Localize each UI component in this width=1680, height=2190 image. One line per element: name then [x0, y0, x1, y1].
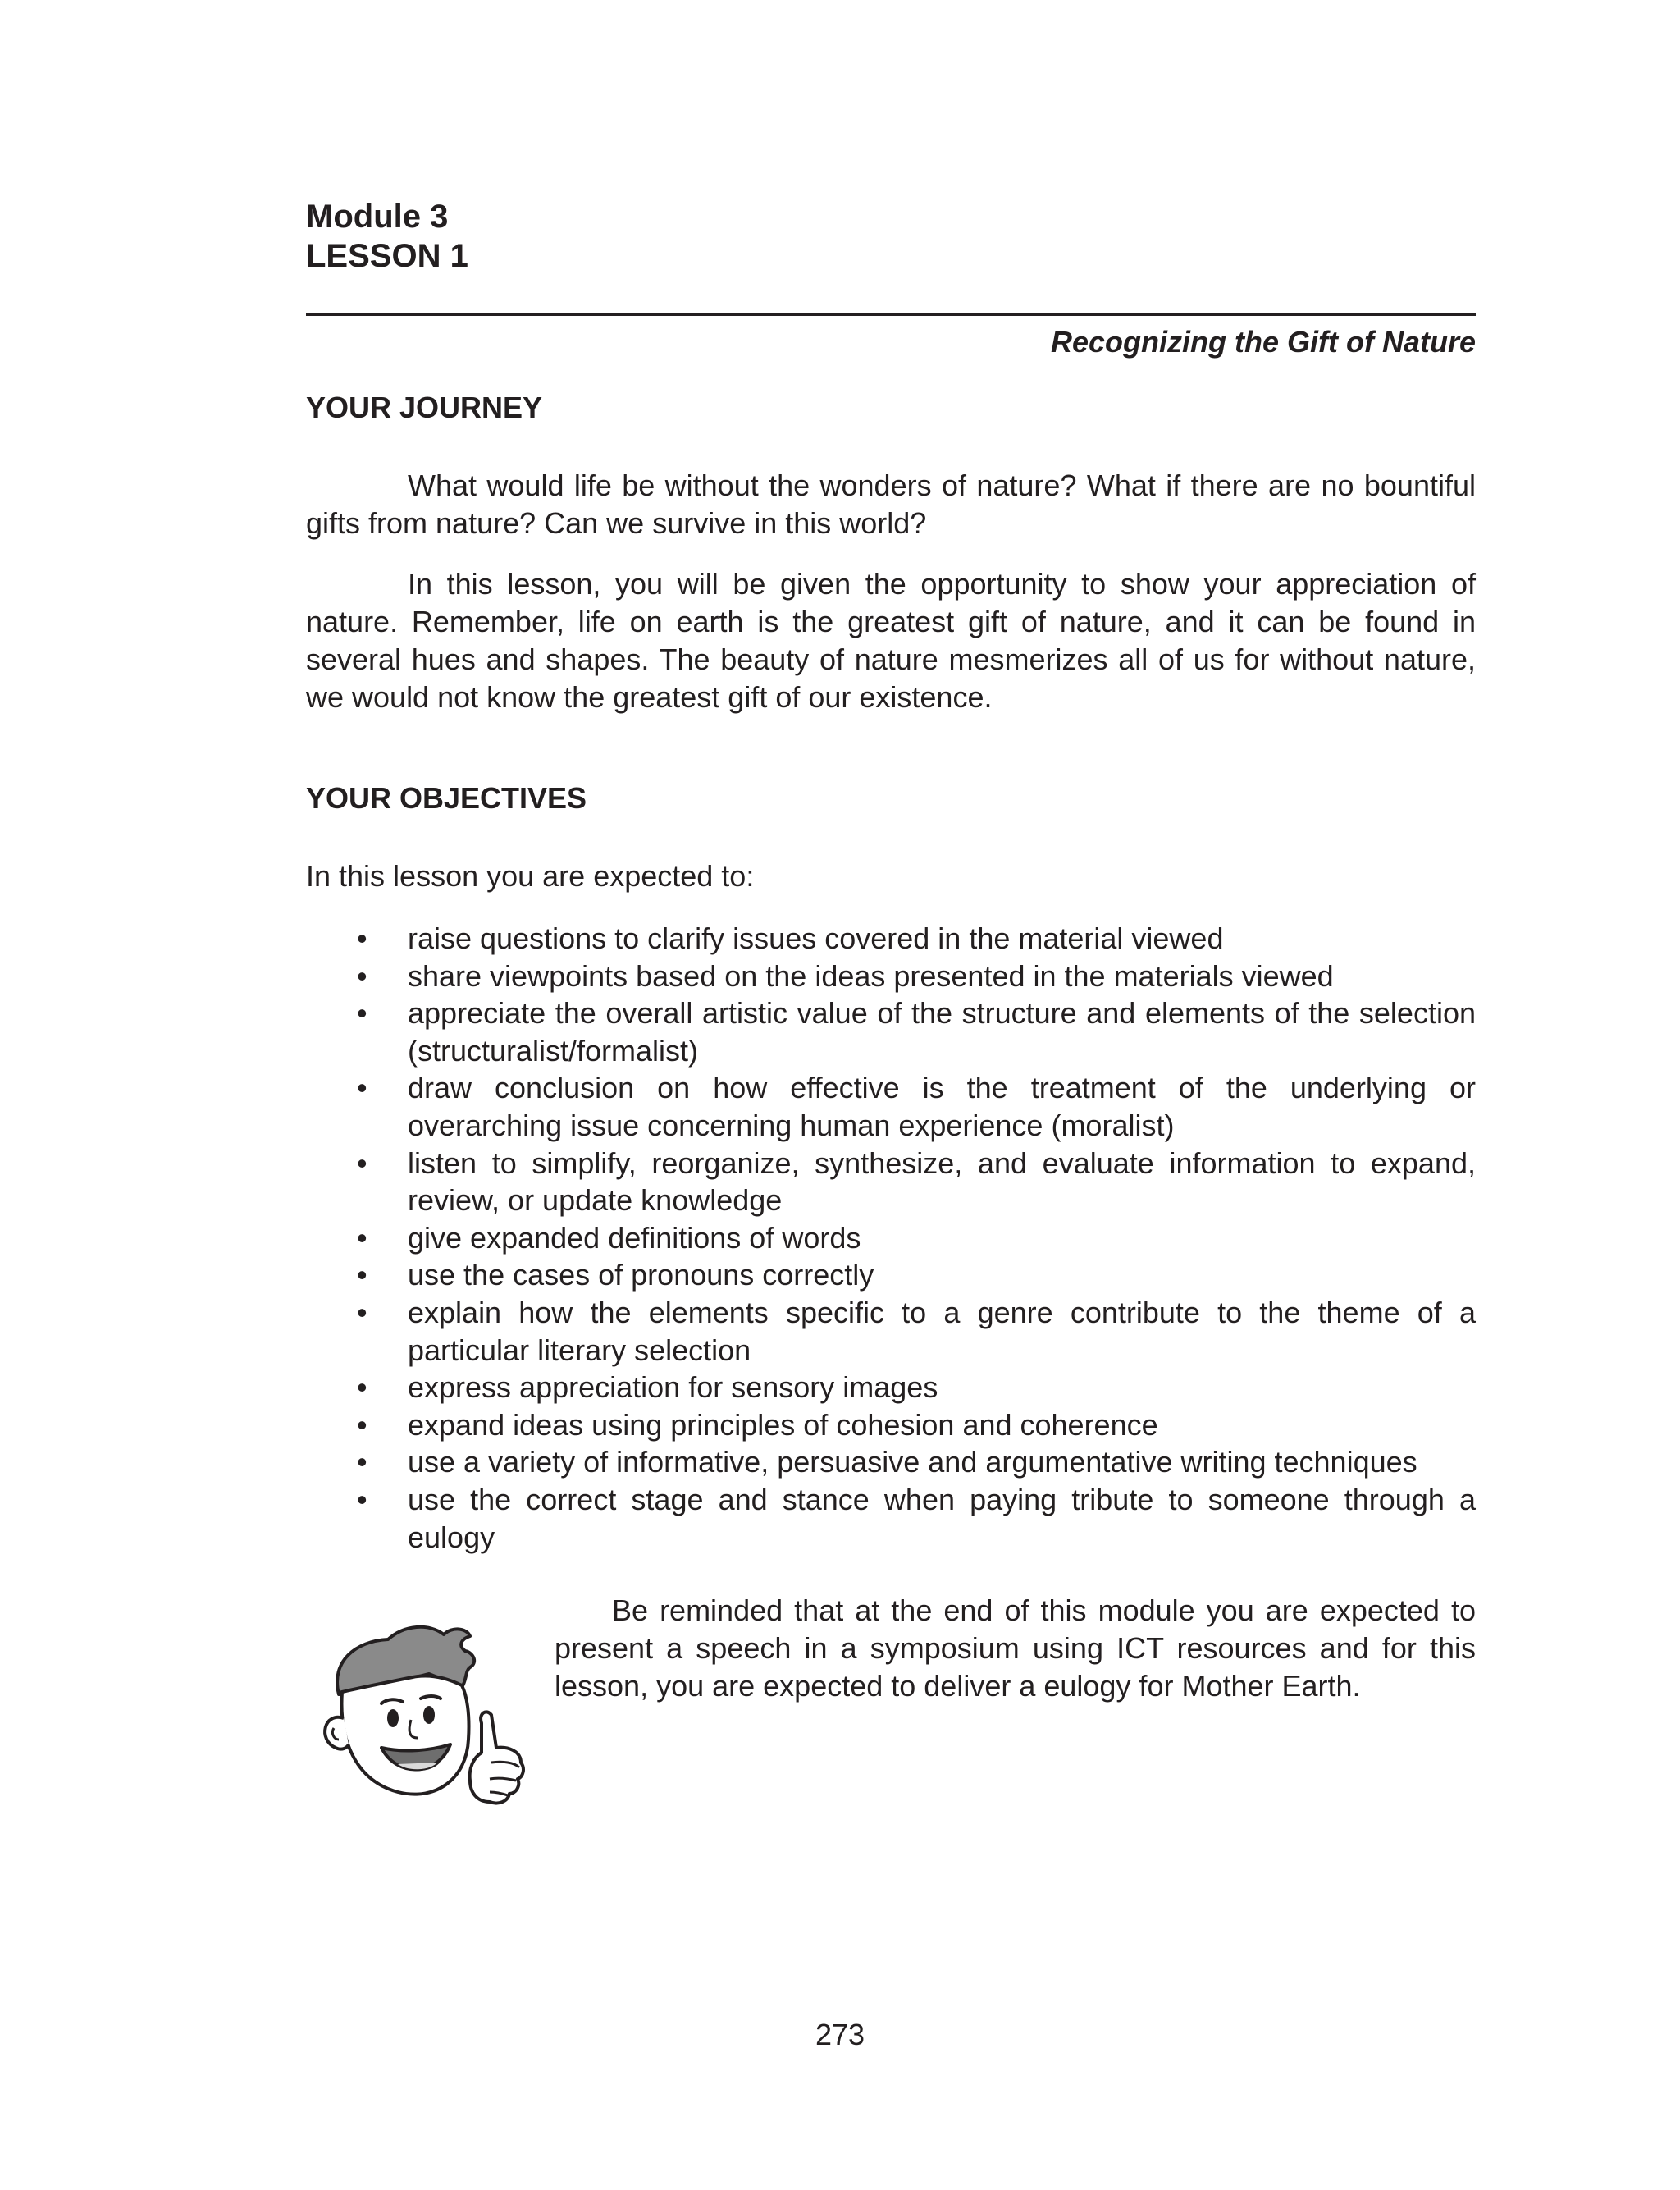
journey-paragraph-2: In this lesson, you will be given the opportunity to show your appreciation of nature. Remember, life on earth is the greatest gift of nature, and it can be found in several hues and shapes. The beauty of nature mesmerizes all of us for without nature, we would not know the greatest gift of our existence.: [306, 567, 1476, 714]
objectives-intro: In this lesson you are expected to:: [306, 859, 755, 893]
module-label: Module 3: [306, 199, 449, 235]
list-item: [306, 1145, 1476, 1219]
list-item: [306, 1443, 1476, 1481]
page-content: [306, 197, 1476, 1838]
bullet: •: [357, 1482, 368, 1516]
bullet: •: [357, 1071, 368, 1105]
objective-text: use the correct stage and stance when paying tribute to someone through a eulogy: [408, 1482, 1476, 1554]
journey-paragraph-1: What would life be without the wonders of nature? What if there are no bountiful gifts from nature? Can we survive in this world?: [306, 469, 1476, 540]
objective-text: draw conclusion on how effective is the treatment of the underlying or overarching issue concerning human experience (moralist): [408, 1071, 1476, 1142]
list-item: [306, 1294, 1476, 1369]
list-item: [306, 920, 1476, 958]
list-item: [306, 1219, 1476, 1257]
list-item: [306, 1256, 1476, 1294]
smiling-boy-thumbs-up-icon: [306, 1616, 527, 1813]
objectives-heading: YOUR OBJECTIVES: [306, 781, 587, 815]
objective-text: appreciate the overall artistic value of the structure and elements of the selection (structuralist/formalist): [408, 996, 1476, 1068]
objective-text: express appreciation for sensory images: [408, 1370, 938, 1405]
objective-text: use a variety of informative, persuasive and argumentative writing techniques: [408, 1445, 1418, 1479]
objective-text: explain how the elements specific to a genre contribute to the theme of a particular literary selection: [408, 1295, 1476, 1367]
bullet: •: [357, 1220, 368, 1255]
bullet: •: [357, 1258, 368, 1292]
page-number: 273: [815, 2018, 865, 2051]
lesson-label: LESSON 1: [306, 238, 468, 274]
bullet: •: [357, 1145, 368, 1180]
bullet: •: [357, 1295, 368, 1329]
list-item: [306, 1069, 1476, 1144]
list-item: [306, 1406, 1476, 1444]
objectives-list: [306, 920, 1476, 1556]
bullet: •: [357, 1407, 368, 1442]
objective-text: give expanded definitions of words: [408, 1220, 861, 1255]
bullet: •: [357, 1445, 368, 1479]
list-item: [306, 958, 1476, 995]
objective-text: share viewpoints based on the ideas presented in the materials viewed: [408, 958, 1334, 993]
bullet: •: [357, 958, 368, 993]
reminder-paragraph: Be reminded that at the end of this module you are expected to present a speech in a symposium using ICT resources and for this lesson, you are expected to deliver a eulogy for Mother Earth.: [555, 1593, 1476, 1703]
title-rule: [306, 313, 1476, 316]
bullet: •: [357, 921, 368, 955]
list-item: [306, 1369, 1476, 1406]
objective-text: listen to simplify, reorganize, synthesize, and evaluate information to expand, review, or update knowledge: [408, 1145, 1476, 1218]
objective-text: use the cases of pronouns correctly: [408, 1258, 874, 1292]
reminder-block: [306, 1592, 1476, 1838]
objective-text: expand ideas using principles of cohesion and coherence: [408, 1407, 1158, 1442]
objective-text: raise questions to clarify issues covered in the material viewed: [408, 921, 1224, 955]
list-item: [306, 1481, 1476, 1556]
bullet: •: [357, 1370, 368, 1405]
lesson-subtitle: Recognizing the Gift of Nature: [1051, 325, 1476, 359]
journey-heading: YOUR JOURNEY: [306, 391, 543, 424]
bullet: •: [357, 996, 368, 1031]
list-item: [306, 994, 1476, 1069]
